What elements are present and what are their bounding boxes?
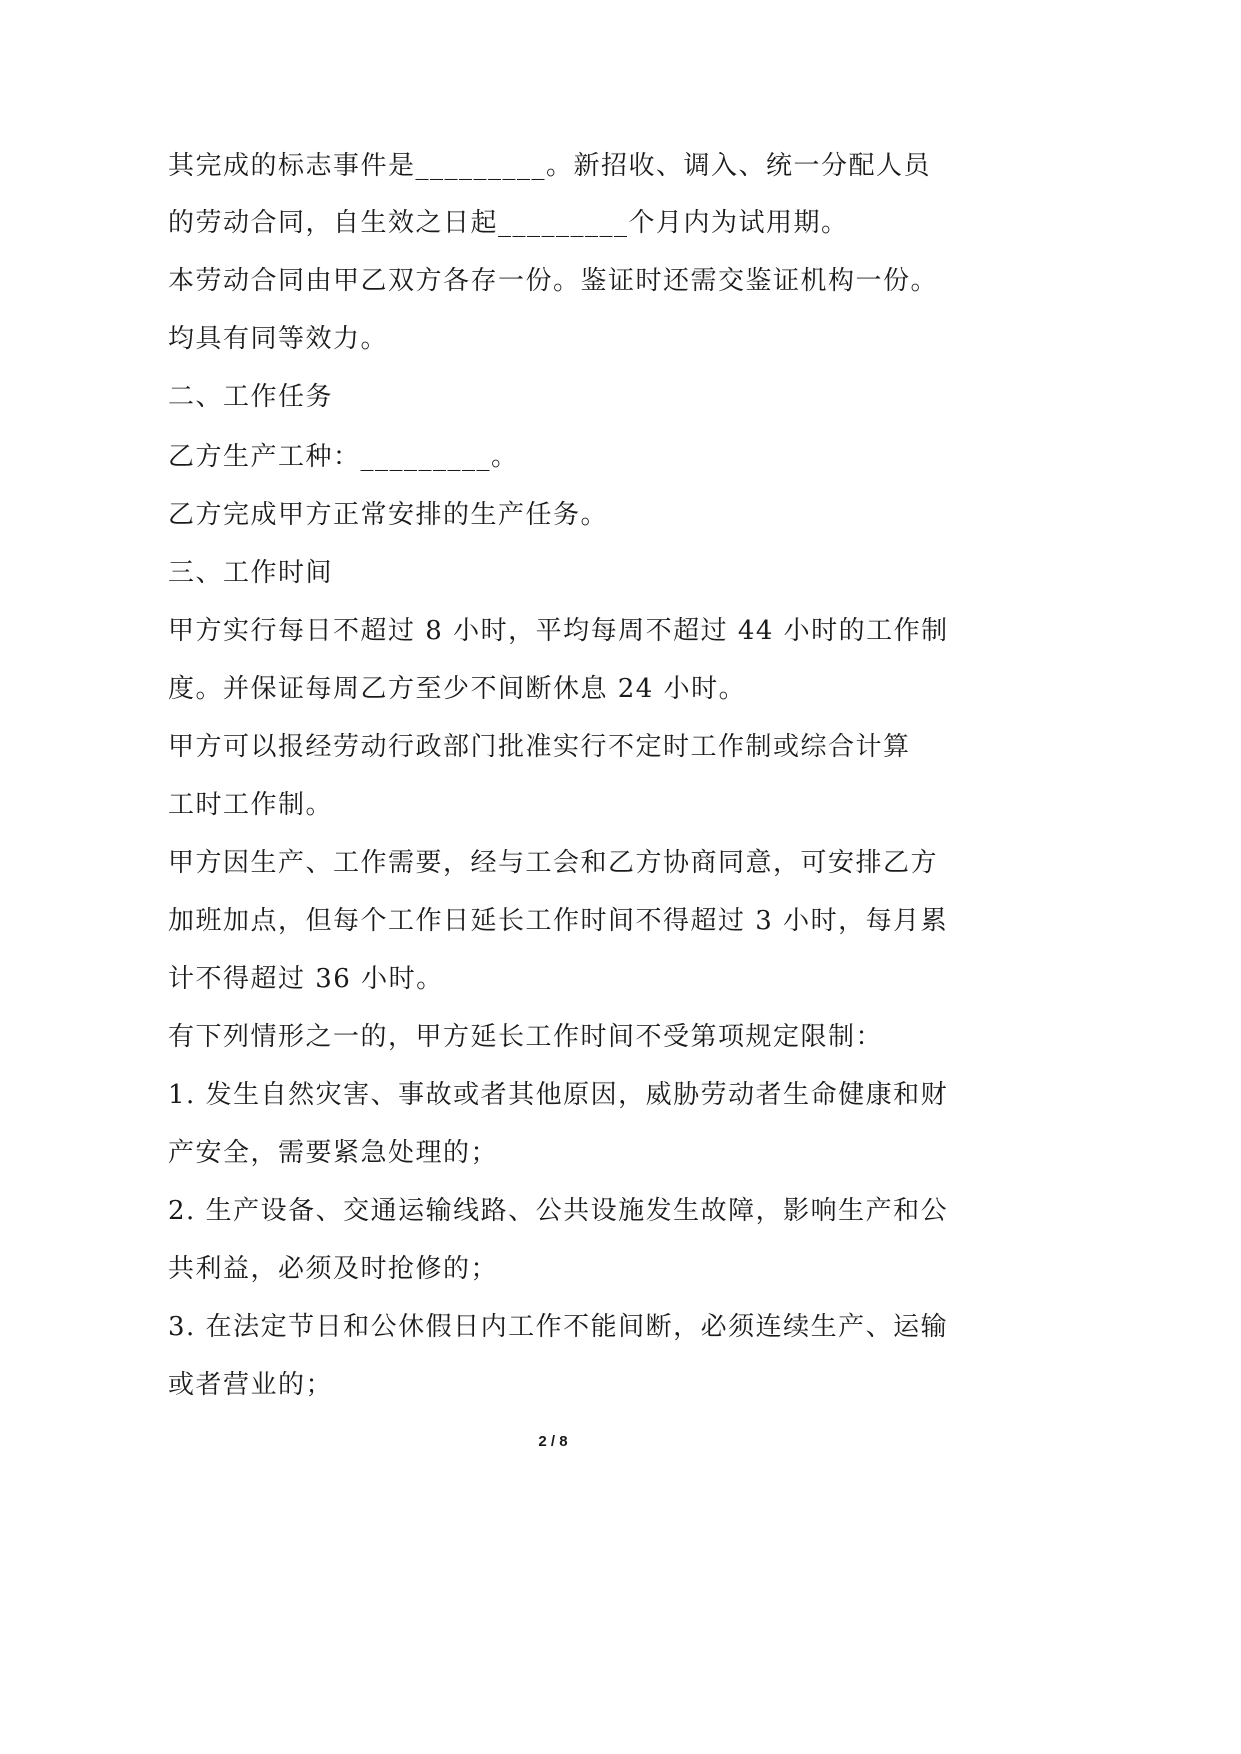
list-item-line: 共利益，必须及时抢修的； xyxy=(168,1254,499,1284)
text-line: 乙方完成甲方正常安排的生产任务。 xyxy=(168,500,609,530)
text-line: 乙方生产工种：_________。 xyxy=(168,442,519,472)
text-line: 甲方实行每日不超过 8 小时，平均每周不超过 44 小时的工作制 xyxy=(168,616,949,646)
list-item-line: 1. 发生自然灾害、事故或者其他原因，威胁劳动者生命健康和财 xyxy=(168,1080,949,1110)
text-line: 甲方可以报经劳动行政部门批准实行不定时工作制或综合计算 xyxy=(168,732,911,762)
section-heading: 二、工作任务 xyxy=(168,382,334,412)
text-line: 度。并保证每周乙方至少不间断休息 24 小时。 xyxy=(168,674,747,704)
text-line: 甲方因生产、工作需要，经与工会和乙方协商同意，可安排乙方 xyxy=(168,848,939,878)
text-line: 计不得超过 36 小时。 xyxy=(168,964,444,994)
list-item-line: 或者营业的； xyxy=(168,1370,334,1400)
page-number: 2 / 8 xyxy=(538,1433,568,1450)
text-line: 的劳动合同，自生效之日起_________个月内为试用期。 xyxy=(168,208,849,238)
section-heading: 三、工作时间 xyxy=(168,558,334,588)
text-line: 有下列情形之一的，甲方延长工作时间不受第项规定限制： xyxy=(168,1022,884,1052)
list-item-line: 2. 生产设备、交通运输线路、公共设施发生故障，影响生产和公 xyxy=(168,1196,949,1226)
text-line: 其完成的标志事件是_________。新招收、调入、统一分配人员 xyxy=(168,151,932,181)
text-line: 工时工作制。 xyxy=(168,790,334,820)
text-line: 加班加点，但每个工作日延长工作时间不得超过 3 小时，每月累 xyxy=(168,906,949,936)
text-line: 本劳动合同由甲乙双方各存一份。鉴证时还需交鉴证机构一份。 xyxy=(168,266,939,296)
list-item-line: 产安全，需要紧急处理的； xyxy=(168,1138,499,1168)
text-line: 均具有同等效力。 xyxy=(168,324,389,354)
list-item-line: 3. 在法定节日和公休假日内工作不能间断，必须连续生产、运输 xyxy=(168,1312,949,1342)
